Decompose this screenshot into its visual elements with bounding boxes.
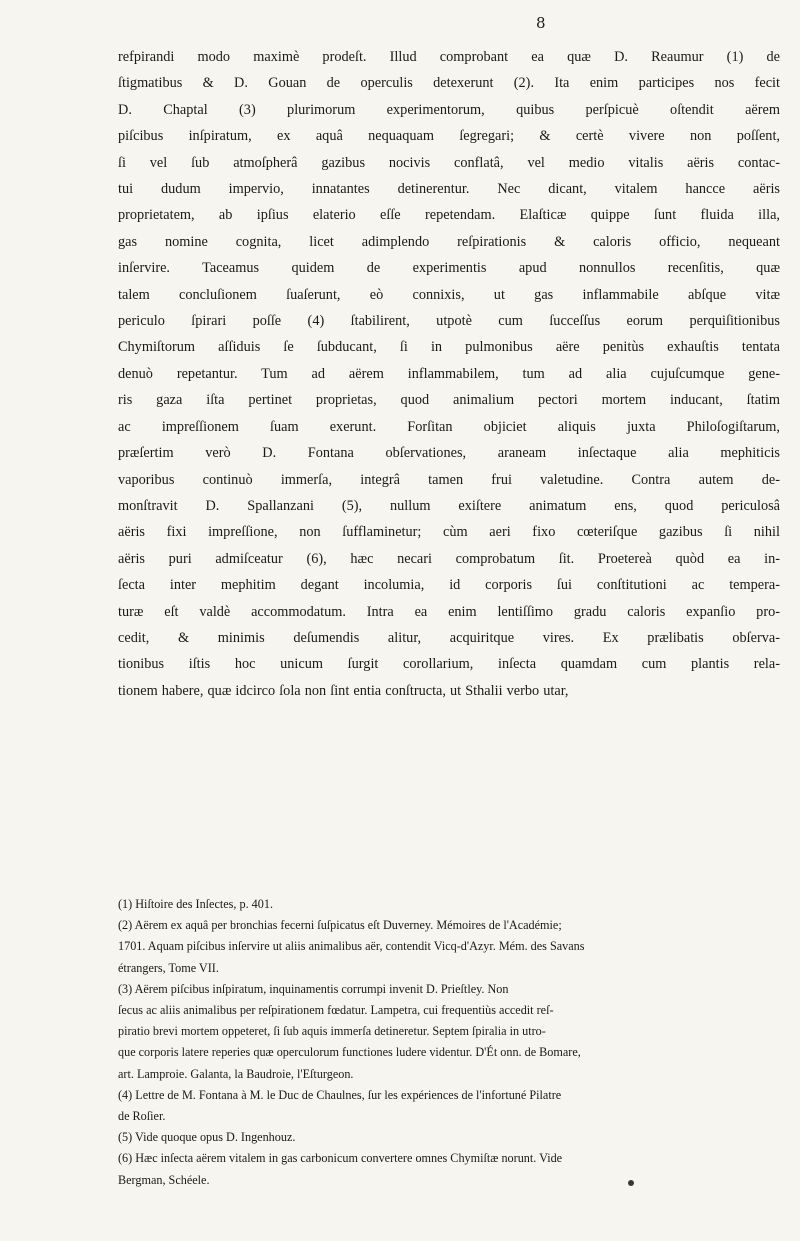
footnote-line: 1701. Aquam piſcibus inſervire ut aliis animalibus aër, contendit Vicq-d'Azyr. Mém. des Savans — [118, 939, 585, 954]
footnote-line: que corporis latere reperies quæ operculorum functiones ludere videntur. D'Ét onn. de Bomare, — [118, 1045, 581, 1060]
body-text-line: vaporibus continuò immerſa, integrâ tamen frui valetudine. Contra autem de- — [118, 471, 780, 488]
footnotes — [118, 894, 780, 1191]
body-text-line: aëris fixi impreſſione, non ſufflaminetur; cùm aeri fixo cœteriſque gazibus ſi nihil — [118, 524, 780, 541]
body-text-line: cedit, & minimis deſumendis alitur, acquiritque vires. Ex prælibatis obſerva- — [118, 629, 780, 646]
body-text-line: ſtigmatibus & D. Gouan de operculis detexerunt (2). Ita enim participes nos fecit — [118, 75, 780, 92]
body-text-line: denuò repetantur. Tum ad aërem inflammabilem, tum ad alia cujuſcumque gene- — [118, 365, 780, 382]
page-number: 8 — [536, 14, 546, 32]
footnote-line: (2) Aërem ex aquâ per bronchias fecerni ſuſpicatus eſt Duverney. Mémoires de l'Académie; — [118, 918, 562, 933]
footnote — [118, 915, 780, 979]
body-text-line: monſtravit D. Spallanzani (5), nullum exiſtere animatum ens, quod periculosâ — [118, 497, 780, 514]
footnote-line: (4) Lettre de M. Fontana à M. le Duc de Chaulnes, ſur les expériences de l'infortuné Pilatre — [118, 1087, 562, 1102]
body-text-line: Chymiſtorum aſſiduis ſe ſubducant, ſi in pulmonibus aëre penitùs exhauſtis tentata — [118, 339, 780, 356]
body-text-line: ſi vel ſub atmoſpherâ gazibus nocivis conflatâ, vel medio vitalis aëris contac- — [118, 154, 780, 171]
body-text-line: aëris puri admiſceatur (6), hæc necari comprobatum ſit. Proetereà quòd ea in- — [118, 550, 780, 567]
body-text-line: tionem habere, quæ idcirco ſola non ſint entia conſtructa, ut Sthalii verbo utar, — [118, 682, 569, 699]
body-text-line: turæ eſt valdè accommodatum. Intra ea enim lentiſſimo gradu caloris expanſio pro- — [118, 603, 780, 620]
body-text-line: talem concluſionem ſuaſerunt, eò connixis, ut gas inflammabile abſque vitæ — [118, 286, 780, 303]
footnote — [118, 1085, 780, 1127]
body-text-line: D. Chaptal (3) plurimorum experimentorum, quibus perſpicuè oſtendit aërem — [118, 101, 780, 118]
footnote — [118, 1127, 780, 1148]
body-text-line: refpirandi modo maximè prodeſt. Illud comprobant ea quæ D. Reaumur (1) de — [118, 49, 780, 65]
body-text-line: præſertim verò D. Fontana obſervationes, araneam inſectaque alia mephiticis — [118, 445, 780, 462]
footnote — [118, 979, 780, 1085]
footnote-line: (3) Aërem piſcibus inſpiratum, inquinamentis corrumpi invenit D. Prieſtley. Non — [118, 981, 509, 996]
body-text-line: ris gaza iſta pertinet proprietas, quod animalium pectori mortem inducant, ſtatim — [118, 392, 780, 409]
footnote-line: étrangers, Tome VII. — [118, 960, 219, 975]
body-text-line: tionibus iſtis hoc unicum ſurgit corollarium, inſecta quamdam cum plantis rela- — [118, 656, 780, 673]
body-text-line: ac impreſſionem ſuam exerunt. Forſitan objiciet aliquis juxta Philoſogiſtarum, — [118, 418, 780, 435]
body-text-line: proprietatem, ab ipſius elaterio eſſe repetendam. Elaſticæ quippe ſunt fluida illa, — [118, 207, 780, 224]
footnote-line: ſecus ac aliis animalibus per reſpirationem fœdatur. Lampetra, cui frequentiùs accedit reſ- — [118, 1003, 554, 1018]
body-text — [118, 44, 780, 704]
footnote-line: (5) Vide quoque opus D. Ingenhouz. — [118, 1130, 296, 1145]
footnote — [118, 894, 780, 915]
body-text-line: gas nomine cognita, licet adimplendo reſpirationis & caloris officio, nequeant — [118, 233, 780, 250]
body-text-line: periculo ſpirari poſſe (4) ſtabilirent, utpotè cum ſucceſſus eorum perquiſitionibus — [118, 313, 780, 330]
body-text-line: tui dudum impervio, innatantes detinerentur. Nec dicant, vitalem hancce aëris — [118, 181, 780, 198]
footnote-line: piratio brevi mortem oppeteret, ſi ſub aquis immerſa detineretur. Septem ſpiralia in utro- — [118, 1024, 546, 1039]
footnote — [118, 1148, 780, 1190]
footnote-line: (1) Hiſtoire des Inſectes, p. 401. — [118, 897, 274, 911]
footnote-line: (6) Hæc inſecta aërem vitalem in gas carbonicum convertere omnes Chymiſtæ norunt. Vide — [118, 1151, 563, 1166]
body-text-line: piſcibus inſpiratum, ex aquâ nequaquam ſegregari; & certè vivere non poſſent, — [118, 128, 780, 145]
footnote-line: de Roſier. — [118, 1109, 166, 1124]
body-text-line: ſecta inter mephitim degant incolumia, id corporis ſui conſtitutioni ac tempera- — [118, 577, 780, 594]
footnote-line: Bergman, Schéele. — [118, 1172, 210, 1187]
footnote-line: art. Lamproie. Galanta, la Baudroie, l'Eſturgeon. — [118, 1066, 354, 1081]
printer-ornament-dot — [628, 1180, 634, 1186]
body-text-line: inſervire. Taceamus quidem de experimentis apud nonnullos recenſitis, quæ — [118, 260, 780, 277]
